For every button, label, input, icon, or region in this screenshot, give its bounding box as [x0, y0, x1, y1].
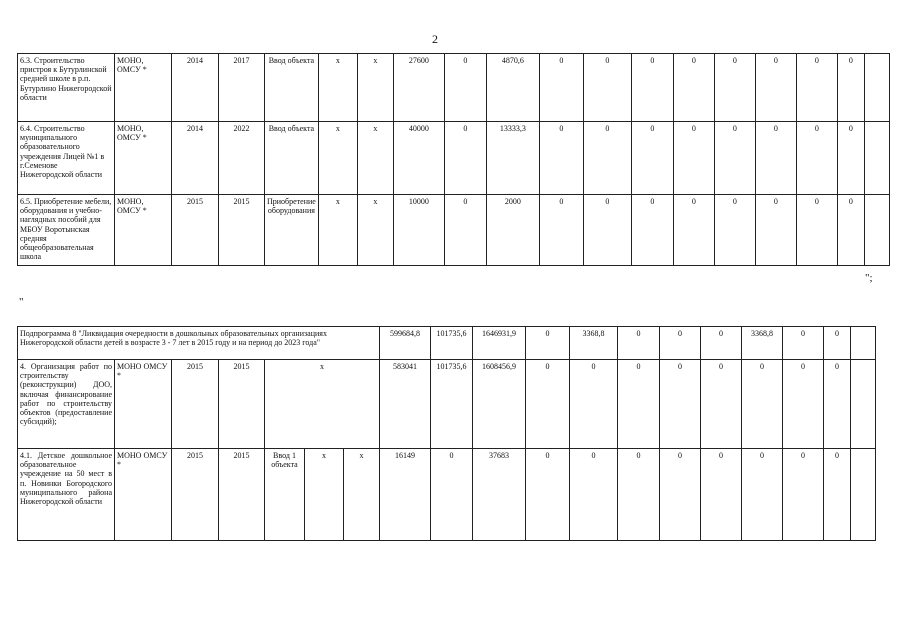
- row-value: 0: [755, 195, 796, 266]
- row-executor: МОНО, ОМСУ *: [115, 195, 172, 266]
- row-executor: МОНО ОМСУ *: [115, 449, 172, 541]
- row-value: 40000: [393, 122, 444, 195]
- row-year-end: 2022: [219, 122, 265, 195]
- subprogram-value: 0: [526, 327, 570, 360]
- row-value: 0: [714, 54, 755, 122]
- subprogram-value: 101735,6: [431, 327, 473, 360]
- row-value: 0: [631, 122, 673, 195]
- row-x1: x: [305, 449, 344, 541]
- row-value: 0: [444, 122, 486, 195]
- row-value: 0: [631, 195, 673, 266]
- row-value: 0: [714, 195, 755, 266]
- table-row: [18, 449, 876, 541]
- row-value: 0: [583, 122, 631, 195]
- subprogram-value: 3368,8: [742, 327, 783, 360]
- row-x1: x: [318, 54, 357, 122]
- table-row: [18, 122, 890, 195]
- row-value: 0: [783, 360, 824, 449]
- row-value: 0: [824, 449, 851, 541]
- row-value: 0: [796, 122, 837, 195]
- row-x2: x: [357, 122, 393, 195]
- row-value: 16149: [380, 449, 431, 541]
- row-value: 0: [701, 360, 742, 449]
- subprogram-row: [18, 327, 876, 360]
- row-value-extra: [851, 449, 876, 541]
- row-value: 0: [444, 195, 486, 266]
- row-value: 0: [714, 122, 755, 195]
- row-value: 0: [526, 360, 570, 449]
- row-value: 0: [570, 360, 618, 449]
- row-year-end: 2015: [219, 449, 265, 541]
- table-row: [18, 54, 890, 122]
- row-value: 0: [742, 360, 783, 449]
- row-value: 0: [583, 195, 631, 266]
- row-year-start: 2015: [172, 360, 219, 449]
- row-result: Ввод объекта: [265, 122, 319, 195]
- closing-quote: ";: [865, 272, 873, 284]
- row-value: 0: [783, 449, 824, 541]
- row-value: 37683: [473, 449, 526, 541]
- row-year-start: 2015: [172, 449, 219, 541]
- row-value: 0: [673, 54, 714, 122]
- row-result: Ввод 1 объекта: [265, 449, 305, 541]
- subprogram-title: Подпрограмма 8 "Ликвидация очередности в дошкольных образовательных организациях Нижегородской области детей в возрасте 3 - 7 лет в 2015 году и на период до 2023 года": [18, 327, 380, 360]
- row-value: 0: [631, 54, 673, 122]
- subprogram-value: 3368,8: [570, 327, 618, 360]
- row-value: 0: [755, 122, 796, 195]
- row-value: 0: [796, 195, 837, 266]
- row-value: 2000: [486, 195, 539, 266]
- row-value: 0: [583, 54, 631, 122]
- row-value: 583041: [380, 360, 431, 449]
- row-result: Ввод объекта: [265, 54, 319, 122]
- subprogram-value: 0: [660, 327, 701, 360]
- row-value: 0: [837, 54, 864, 122]
- row-value: 0: [431, 449, 473, 541]
- row-value: 0: [673, 195, 714, 266]
- row-value: 0: [755, 54, 796, 122]
- row-year-end: 2017: [219, 54, 265, 122]
- row-value: 0: [570, 449, 618, 541]
- row-x2: x: [357, 195, 393, 266]
- row-name: 6.3. Строительство пристроя к Бутурлинской средней школе в р.п. Бутурлино Нижегородской области: [18, 54, 115, 122]
- row-executor: МОНО, ОМСУ *: [115, 122, 172, 195]
- row-value: 0: [539, 54, 583, 122]
- row-year-start: 2014: [172, 122, 219, 195]
- row-value: 0: [796, 54, 837, 122]
- table-row: [18, 360, 876, 449]
- subprogram-value: 0: [783, 327, 824, 360]
- subprogram-value: 0: [701, 327, 742, 360]
- row-year-start: 2014: [172, 54, 219, 122]
- row-value: 4870,6: [486, 54, 539, 122]
- row-x2: x: [357, 54, 393, 122]
- opening-quote: ": [19, 296, 24, 308]
- row-name: 6.5. Приобретение мебели, оборудования и учебно-наглядных пособий для МБОУ Воротынская средняя общеобразовательная школа: [18, 195, 115, 266]
- row-value-extra: [864, 122, 889, 195]
- row-x1: x: [318, 122, 357, 195]
- row-year-end: 2015: [219, 360, 265, 449]
- row-value: 0: [660, 360, 701, 449]
- row-name: 4. Организация работ по строительству (реконструкции) ДОО, включая финансирование работ по строительству объектов (предоставление субсидий);: [18, 360, 115, 449]
- row-value: 0: [618, 449, 660, 541]
- row-value-extra: [851, 360, 876, 449]
- row-year-end: 2015: [219, 195, 265, 266]
- row-value: 0: [539, 122, 583, 195]
- row-value: 0: [837, 122, 864, 195]
- row-value: 0: [824, 360, 851, 449]
- row-value: 13333,3: [486, 122, 539, 195]
- row-value: 0: [539, 195, 583, 266]
- row-value: 0: [660, 449, 701, 541]
- row-value: 0: [701, 449, 742, 541]
- activities-table-2: [17, 326, 876, 541]
- row-value: 0: [444, 54, 486, 122]
- activities-table-1: [17, 53, 890, 266]
- row-value-extra: [864, 54, 889, 122]
- row-value: 27600: [393, 54, 444, 122]
- subprogram-value-extra: [851, 327, 876, 360]
- row-value-extra: [864, 195, 889, 266]
- row-value: 0: [837, 195, 864, 266]
- page-number: 2: [432, 32, 438, 46]
- row-value: 101735,6: [431, 360, 473, 449]
- row-value: 0: [526, 449, 570, 541]
- subprogram-value: 0: [618, 327, 660, 360]
- subprogram-value: 599684,8: [380, 327, 431, 360]
- row-name: 6.4. Строительство муниципального образовательного учреждения Лицей №1 в г.Семенове Нижегородской области: [18, 122, 115, 195]
- row-executor: МОНО ОМСУ *: [115, 360, 172, 449]
- row-value: 0: [742, 449, 783, 541]
- row-x1: x: [318, 195, 357, 266]
- row-year-start: 2015: [172, 195, 219, 266]
- row-result: Приобретение оборудования: [265, 195, 319, 266]
- row-value: 10000: [393, 195, 444, 266]
- row-value: 0: [673, 122, 714, 195]
- row-x-merged: x: [265, 360, 380, 449]
- table-row: [18, 195, 890, 266]
- row-value: 0: [618, 360, 660, 449]
- subprogram-value: 0: [824, 327, 851, 360]
- row-name: 4.1. Детское дошкольное образовательное учреждение на 50 мест в п. Новинки Богородского муниципального района Нижегородской области: [18, 449, 115, 541]
- row-x2: x: [344, 449, 380, 541]
- row-executor: МОНО, ОМСУ *: [115, 54, 172, 122]
- row-value: 1608456,9: [473, 360, 526, 449]
- subprogram-value: 1646931,9: [473, 327, 526, 360]
